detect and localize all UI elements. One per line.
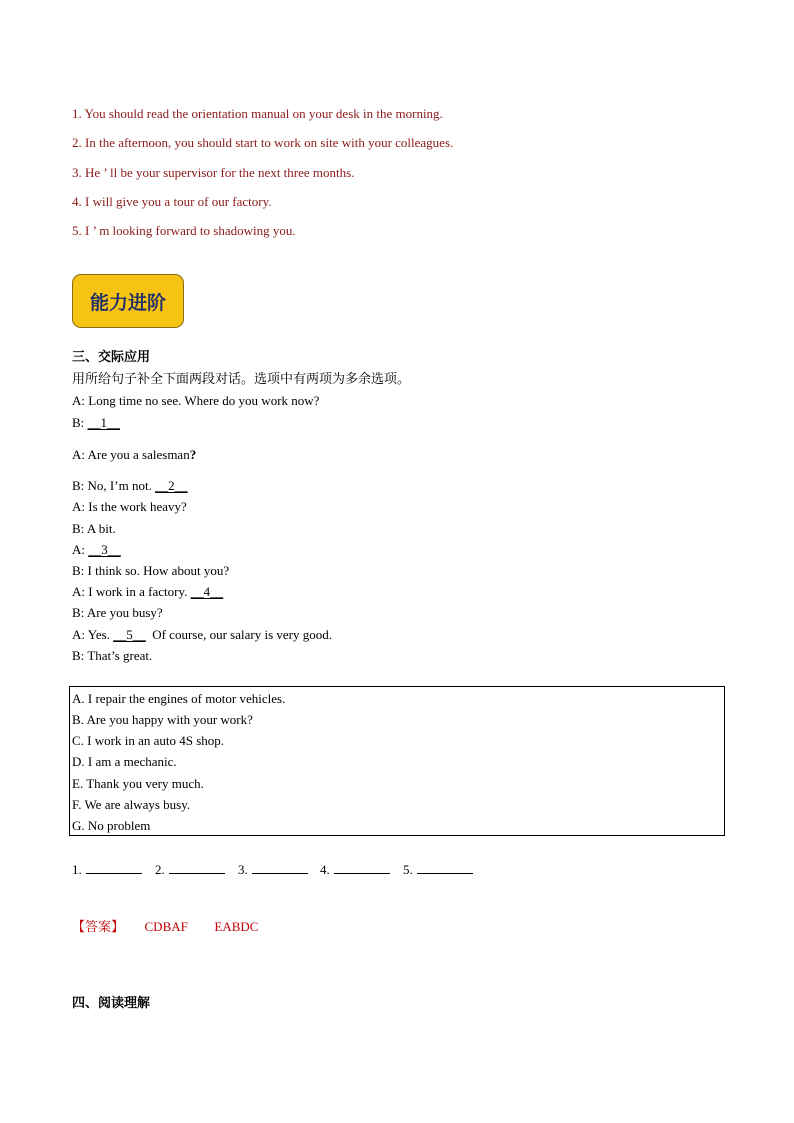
dialogue-text: A bit. (86, 521, 116, 536)
translation-line-5: 5. I ’ m looking forward to shadowing you. (72, 223, 296, 238)
dialogue-blank-4: __4__ (190, 584, 224, 599)
answer-key (72, 919, 258, 936)
answer-slot-label: 4. (320, 862, 330, 877)
answer-tag: 【答案】 (72, 920, 125, 935)
dialogue-text: Of course, our salary is very good. (145, 627, 332, 642)
answer-slot-label: 2. (155, 862, 165, 877)
dialogue-speaker: B: (72, 563, 85, 578)
dialogue-blank-3: __3__ (88, 542, 121, 557)
answer-slot-label: 1. (72, 862, 82, 877)
dialogue-line (72, 605, 163, 621)
ability-advance-badge (72, 274, 184, 328)
options-box (69, 686, 725, 836)
dialogue-text: No, I’m not. (87, 478, 156, 493)
dialogue-speaker: A: (72, 393, 85, 408)
answer-blank-line (252, 861, 308, 874)
dialogue-line (72, 415, 120, 431)
dialogue-speaker: A: (72, 542, 85, 557)
dialogue-line (72, 478, 188, 494)
section-3-title: 三、交际应用 (72, 350, 151, 365)
dialogue-blank-5: __5__ (113, 627, 146, 642)
translation-line-1: 1. You should read the orientation manual on your desk in the morning. (72, 106, 443, 121)
dialogue-speaker: B: (72, 415, 85, 430)
dialogue-line (72, 499, 187, 515)
answer-blank-line (86, 861, 142, 874)
dialogue-line (72, 563, 229, 579)
dialogue-speaker: B: (72, 648, 85, 663)
answer-slot-4[interactable] (320, 861, 390, 878)
dialogue-text: Are you a salesman (87, 447, 190, 462)
dialogue-text: Is the work heavy? (88, 499, 187, 514)
answer-blank-line (169, 861, 225, 874)
dialogue-line (72, 648, 152, 664)
section-3-instruction: 用所给句子补全下面两段对话。选项中有两项为多余选项。 (72, 372, 411, 387)
answer-blank-line (334, 861, 390, 874)
dialogue-line (72, 584, 223, 600)
answer-slot-label: 5. (403, 862, 413, 877)
dialogue-text: I work in a factory. (88, 584, 191, 599)
dialogue-speaker: A: (72, 499, 85, 514)
dialogue-text: Are you busy? (86, 605, 163, 620)
dialogue-blank-1: __1__ (87, 415, 121, 430)
translation-line-3: 3. He ’ ll be your supervisor for the next three months. (72, 165, 355, 180)
dialogue-text: I think so. How about you? (87, 563, 230, 578)
option-c: C. I work in an auto 4S shop. (72, 733, 225, 748)
dialogue-text: That’s great. (87, 648, 153, 663)
option-g: G. No problem (72, 818, 151, 833)
option-e: E. Thank you very much. (72, 776, 204, 791)
answer-slot-1[interactable] (72, 861, 142, 878)
dialogue-speaker: A: (72, 627, 85, 642)
dialogue-speaker: B: (72, 521, 85, 536)
dialogue-text: Long time no see. Where do you work now? (88, 393, 320, 408)
dialogue-speaker: B: (72, 605, 85, 620)
option-f: F. We are always busy. (72, 797, 191, 812)
dialogue-line (72, 627, 332, 643)
answer-part-1: CDBAF (144, 919, 188, 934)
answer-part-2: EABDC (214, 919, 259, 934)
dialogue-text: Yes. (87, 627, 114, 642)
dialogue-line (72, 393, 319, 409)
option-a: A. I repair the engines of motor vehicles. (72, 691, 286, 706)
badge-label: 能力进阶 (89, 291, 166, 314)
dialogue-speaker: A: (72, 447, 85, 462)
answer-slot-label: 3. (238, 862, 248, 877)
answer-slot-5[interactable] (403, 861, 473, 878)
dialogue-line (72, 521, 116, 537)
dialogue-line (72, 447, 196, 463)
dialogue-speaker: A: (72, 584, 85, 599)
dialogue-blank-2: __2__ (155, 478, 188, 493)
option-d: D. I am a mechanic. (72, 754, 177, 769)
dialogue-line (72, 542, 121, 558)
section-4-title: 四、阅读理解 (72, 996, 151, 1011)
answer-slot-2[interactable] (155, 861, 225, 878)
translation-line-2: 2. In the afternoon, you should start to work on site with your colleagues. (72, 135, 454, 150)
dialogue-speaker: B: (72, 478, 85, 493)
answer-blank-line (417, 861, 473, 874)
option-b: B. Are you happy with your work? (72, 712, 253, 727)
answer-slot-3[interactable] (238, 861, 308, 878)
dialogue-text: ? (189, 447, 197, 462)
translation-line-4: 4. I will give you a tour of our factory. (72, 194, 272, 209)
